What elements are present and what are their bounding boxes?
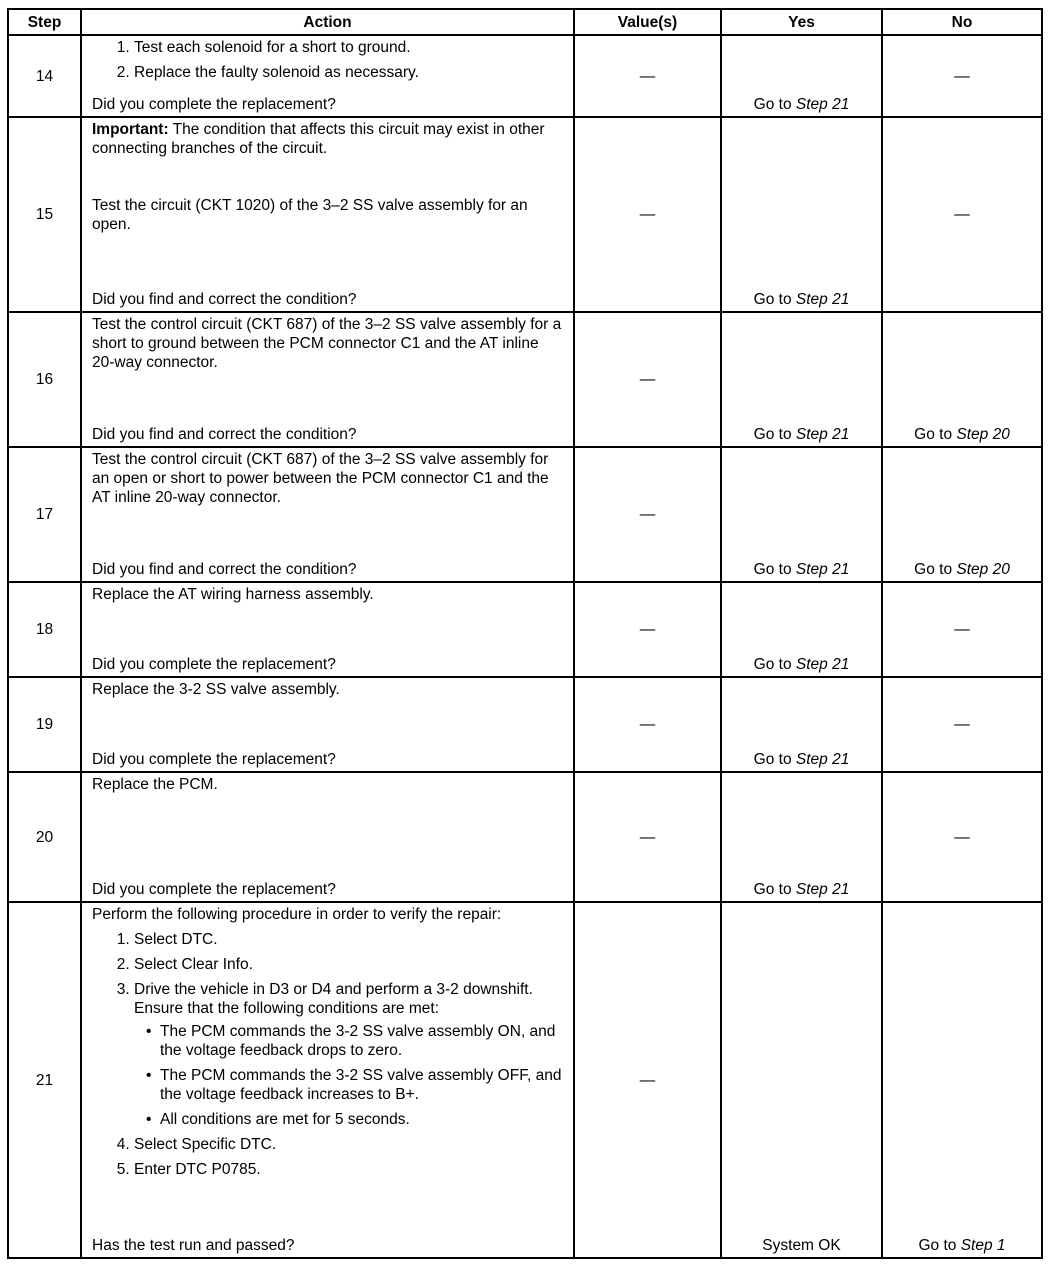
go-to-label: Go to — [753, 751, 792, 768]
question-text: Did you complete the replacement? — [92, 656, 336, 673]
question-text: Did you find and correct the condition? — [92, 561, 357, 578]
list-item-text: Drive the vehicle in D3 or D4 and perform a 3-2 downshift. Ensure that the following conditions are met: — [134, 981, 533, 1017]
step-number: 14 — [8, 35, 81, 117]
header-row — [8, 9, 1042, 35]
action-cell — [81, 35, 574, 117]
procedure-intro: Perform the following procedure in order to verify the repair: — [92, 906, 502, 923]
action-cell — [81, 772, 574, 902]
go-to-label: Go to — [753, 96, 792, 113]
header-no: No — [882, 9, 1042, 35]
list-item: 2. Replace the faulty solenoid as necessary. — [134, 63, 563, 82]
go-to-label: Go to — [914, 426, 953, 443]
go-to-label: Go to — [753, 291, 792, 308]
value-cell: — — [574, 312, 721, 447]
action-cell — [81, 117, 574, 312]
yes-cell — [721, 35, 882, 117]
yes-step-link[interactable]: Step 21 — [795, 561, 850, 578]
header-yes: Yes — [721, 9, 882, 35]
action-cell — [81, 582, 574, 677]
action-cell — [81, 312, 574, 447]
table-row — [8, 447, 1042, 582]
table-row — [8, 772, 1042, 902]
action-text: Replace the 3-2 SS valve assembly. — [92, 681, 340, 698]
value-cell: — — [574, 35, 721, 117]
header-step: Step — [8, 9, 81, 35]
value-cell: — — [574, 117, 721, 312]
yes-cell — [721, 582, 882, 677]
action-text: Test the circuit (CKT 1020) of the 3–2 SS valve assembly for an open. — [92, 197, 528, 233]
question-text: Did you complete the replacement? — [92, 96, 336, 113]
value-cell: — — [574, 447, 721, 582]
no-cell — [882, 312, 1042, 447]
list-item: 4. Select Specific DTC. — [134, 1135, 563, 1154]
step-number: 20 — [8, 772, 81, 902]
go-to-label: Go to — [918, 1237, 957, 1254]
no-cell: — — [882, 677, 1042, 772]
action-text: Test the control circuit (CKT 687) of the 3–2 SS valve assembly for an open or short to power between the PCM connector C1 and the AT inline 20-way connector. — [92, 451, 549, 506]
action-text: Test the control circuit (CKT 687) of the 3–2 SS valve assembly for a short to ground between the PCM connector C1 and the AT inline 20-way connector. — [92, 316, 562, 371]
question-text: Did you complete the replacement? — [92, 751, 336, 768]
no-step-link[interactable]: Step 20 — [956, 561, 1010, 578]
go-to-label: Go to — [753, 656, 792, 673]
important-text: The condition that affects this circuit may exist in other connecting branches of the circuit. — [92, 121, 545, 157]
header-values: Value(s) — [574, 9, 721, 35]
table-row — [8, 117, 1042, 312]
no-cell: — — [882, 582, 1042, 677]
yes-step-link[interactable]: Step 21 — [795, 656, 850, 673]
table-row — [8, 582, 1042, 677]
value-cell: — — [574, 582, 721, 677]
table-row — [8, 677, 1042, 772]
list-item: 5. Enter DTC P0785. — [134, 1160, 563, 1179]
list-item: 1. Test each solenoid for a short to ground. — [134, 38, 563, 57]
step-number: 18 — [8, 582, 81, 677]
yes-step-link[interactable]: Step 21 — [795, 751, 850, 768]
action-text: Replace the PCM. — [92, 776, 218, 793]
yes-step-link[interactable]: Step 21 — [795, 96, 850, 113]
question-text: Has the test run and passed? — [92, 1237, 295, 1254]
table-row — [8, 312, 1042, 447]
system-ok-text: System OK — [762, 1237, 841, 1254]
no-cell — [882, 902, 1042, 1258]
bullet-item: • All conditions are met for 5 seconds. — [160, 1110, 563, 1129]
yes-cell — [721, 117, 882, 312]
step-number: 15 — [8, 117, 81, 312]
action-cell — [81, 677, 574, 772]
yes-step-link[interactable]: Step 21 — [795, 291, 850, 308]
no-cell: — — [882, 35, 1042, 117]
bullet-item: • The PCM commands the 3-2 SS valve assembly OFF, and the voltage feedback increases to B+. — [160, 1066, 563, 1104]
step-number: 17 — [8, 447, 81, 582]
go-to-label: Go to — [753, 426, 792, 443]
table-row — [8, 902, 1042, 1258]
go-to-label: Go to — [753, 881, 792, 898]
question-text: Did you complete the replacement? — [92, 881, 336, 898]
table-row — [8, 35, 1042, 117]
step-number: 19 — [8, 677, 81, 772]
yes-cell — [721, 902, 882, 1258]
important-label: Important: — [92, 121, 169, 138]
action-cell — [81, 902, 574, 1258]
yes-cell — [721, 312, 882, 447]
value-cell: — — [574, 772, 721, 902]
header-action: Action — [81, 9, 574, 35]
action-text: Replace the AT wiring harness assembly. — [92, 586, 374, 603]
go-to-label: Go to — [914, 561, 953, 578]
no-cell — [882, 447, 1042, 582]
step-number: 21 — [8, 902, 81, 1258]
condition-list — [134, 1022, 563, 1129]
no-step-link[interactable]: Step 20 — [956, 426, 1010, 443]
action-cell — [81, 447, 574, 582]
step-number: 16 — [8, 312, 81, 447]
question-text: Did you find and correct the condition? — [92, 291, 357, 308]
value-cell: — — [574, 902, 721, 1258]
no-cell: — — [882, 117, 1042, 312]
list-item: 2. Select Clear Info. — [134, 955, 563, 974]
question-text: Did you find and correct the condition? — [92, 426, 357, 443]
yes-cell — [721, 447, 882, 582]
yes-cell — [721, 677, 882, 772]
go-to-label: Go to — [753, 561, 792, 578]
diagnostic-table — [7, 8, 1043, 1259]
no-cell: — — [882, 772, 1042, 902]
list-item — [134, 980, 563, 1129]
yes-step-link[interactable]: Step 21 — [795, 881, 850, 898]
bullet-item: • The PCM commands the 3-2 SS valve assembly ON, and the voltage feedback drops to zero. — [160, 1022, 563, 1060]
yes-cell — [721, 772, 882, 902]
list-item: 1. Select DTC. — [134, 930, 563, 949]
no-step-link[interactable]: Step 1 — [960, 1237, 1006, 1254]
yes-step-link[interactable]: Step 21 — [795, 426, 850, 443]
value-cell: — — [574, 677, 721, 772]
